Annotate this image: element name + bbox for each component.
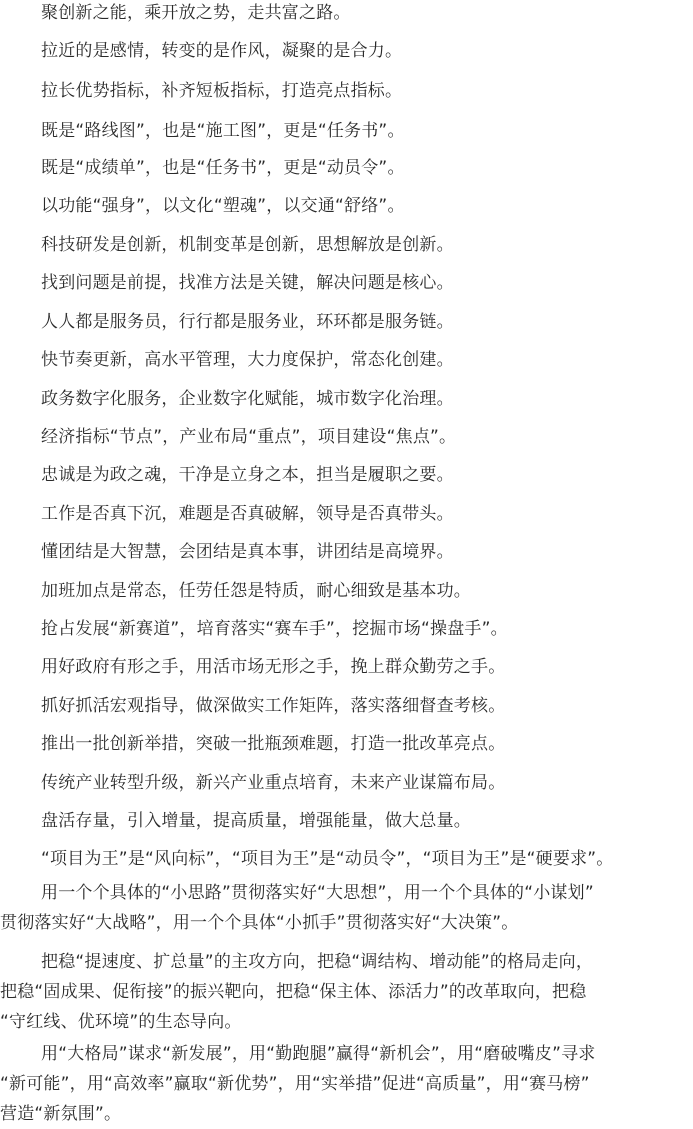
paragraph (0, 878, 693, 938)
phrase-line: 找到问题是前提，找准方法是关键，解决问题是核心。 (41, 273, 454, 293)
phrase-line: 快节奏更新，高水平管理，大力度保护，常态化创建。 (41, 350, 454, 370)
paragraph-line: 贯彻落实好“大战略”，用一个个具体“小抓手”贯彻落实好“大决策”。 (0, 913, 519, 933)
phrase-line: 人人都是服务员，行行都是服务业，环环都是服务链。 (41, 312, 454, 332)
phrase-line: 既是“路线图”，也是“施工图”，更是“任务书”。 (41, 121, 405, 141)
phrase-line: “项目为王”是“风向标”，“项目为王”是“动员令”，“项目为王”是“硬要求”。 (41, 849, 614, 869)
paragraph (0, 1039, 693, 1129)
paragraph-line: 把稳“固成果、促衔接”的振兴靶向，把稳“保主体、添活力”的改革取向，把稳 (0, 982, 587, 1002)
phrase-line: 以功能“强身”，以文化“塑魂”，以交通“舒络”。 (41, 196, 405, 216)
paragraph-line: 用一个个具体的“小思路”贯彻落实好“大思想”，用一个个具体的“小谋划” (41, 883, 594, 903)
paragraph-line: 用“大格局”谋求“新发展”，用“勤跑腿”赢得“新机会”，用“磨破嘴皮”寻求 (41, 1044, 596, 1064)
phrase-line: 经济指标“节点”，产业布局“重点”，项目建设“焦点”。 (41, 427, 457, 447)
phrase-line: 传统产业转型升级，新兴产业重点培育，未来产业谋篇布局。 (41, 773, 506, 793)
phrase-line: 抢占发展“新赛道”，培育落实“赛车手”，挖掘市场“操盘手”。 (41, 619, 508, 639)
paragraph-line: “新可能”，用“高效率”赢取“新优势”，用“实举措”促进“高质量”，用“赛马榜” (0, 1074, 590, 1094)
phrase-line: 抓好抓活宏观指导，做深做实工作矩阵，落实落细督查考核。 (41, 696, 506, 716)
phrase-line: 盘活存量，引入增量，提高质量，增强能量，做大总量。 (41, 811, 471, 831)
phrase-line: 忠诚是为政之魂，干净是立身之本，担当是履职之要。 (41, 465, 454, 485)
phrase-line: 推出一批创新举措，突破一批瓶颈难题，打造一批改革亮点。 (41, 734, 506, 754)
phrase-line: 加班加点是常态，任劳任怨是特质，耐心细致是基本功。 (41, 581, 471, 601)
phrase-line: 拉长优势指标，补齐短板指标，打造亮点指标。 (41, 81, 403, 101)
paragraph (0, 947, 693, 1037)
phrase-line: 聚创新之能，乘开放之势，走共富之路。 (41, 3, 351, 23)
paragraph-line: 把稳“提速度、扩总量”的主攻方向，把稳“调结构、增动能”的格局走向， (41, 952, 594, 972)
phrase-line: 工作是否真下沉，难题是否真破解，领导是否真带头。 (41, 504, 454, 524)
phrase-line: 政务数字化服务，企业数字化赋能，城市数字化治理。 (41, 389, 454, 409)
phrase-line: 用好政府有形之手，用活市场无形之手，挽上群众勤劳之手。 (41, 657, 506, 677)
paragraph-line: “守红线、优环境”的生态导向。 (0, 1012, 242, 1032)
phrase-line: 科技研发是创新，机制变革是创新，思想解放是创新。 (41, 235, 454, 255)
phrase-line: 既是“成绩单”，也是“任务书”，更是“动员令”。 (41, 158, 405, 178)
paragraph-line: 营造“新氛围”。 (0, 1104, 122, 1124)
phrase-line: 拉近的是感情，转变的是作风，凝聚的是合力。 (41, 41, 403, 61)
phrase-line: 懂团结是大智慧，会团结是真本事，讲团结是高境界。 (41, 542, 454, 562)
